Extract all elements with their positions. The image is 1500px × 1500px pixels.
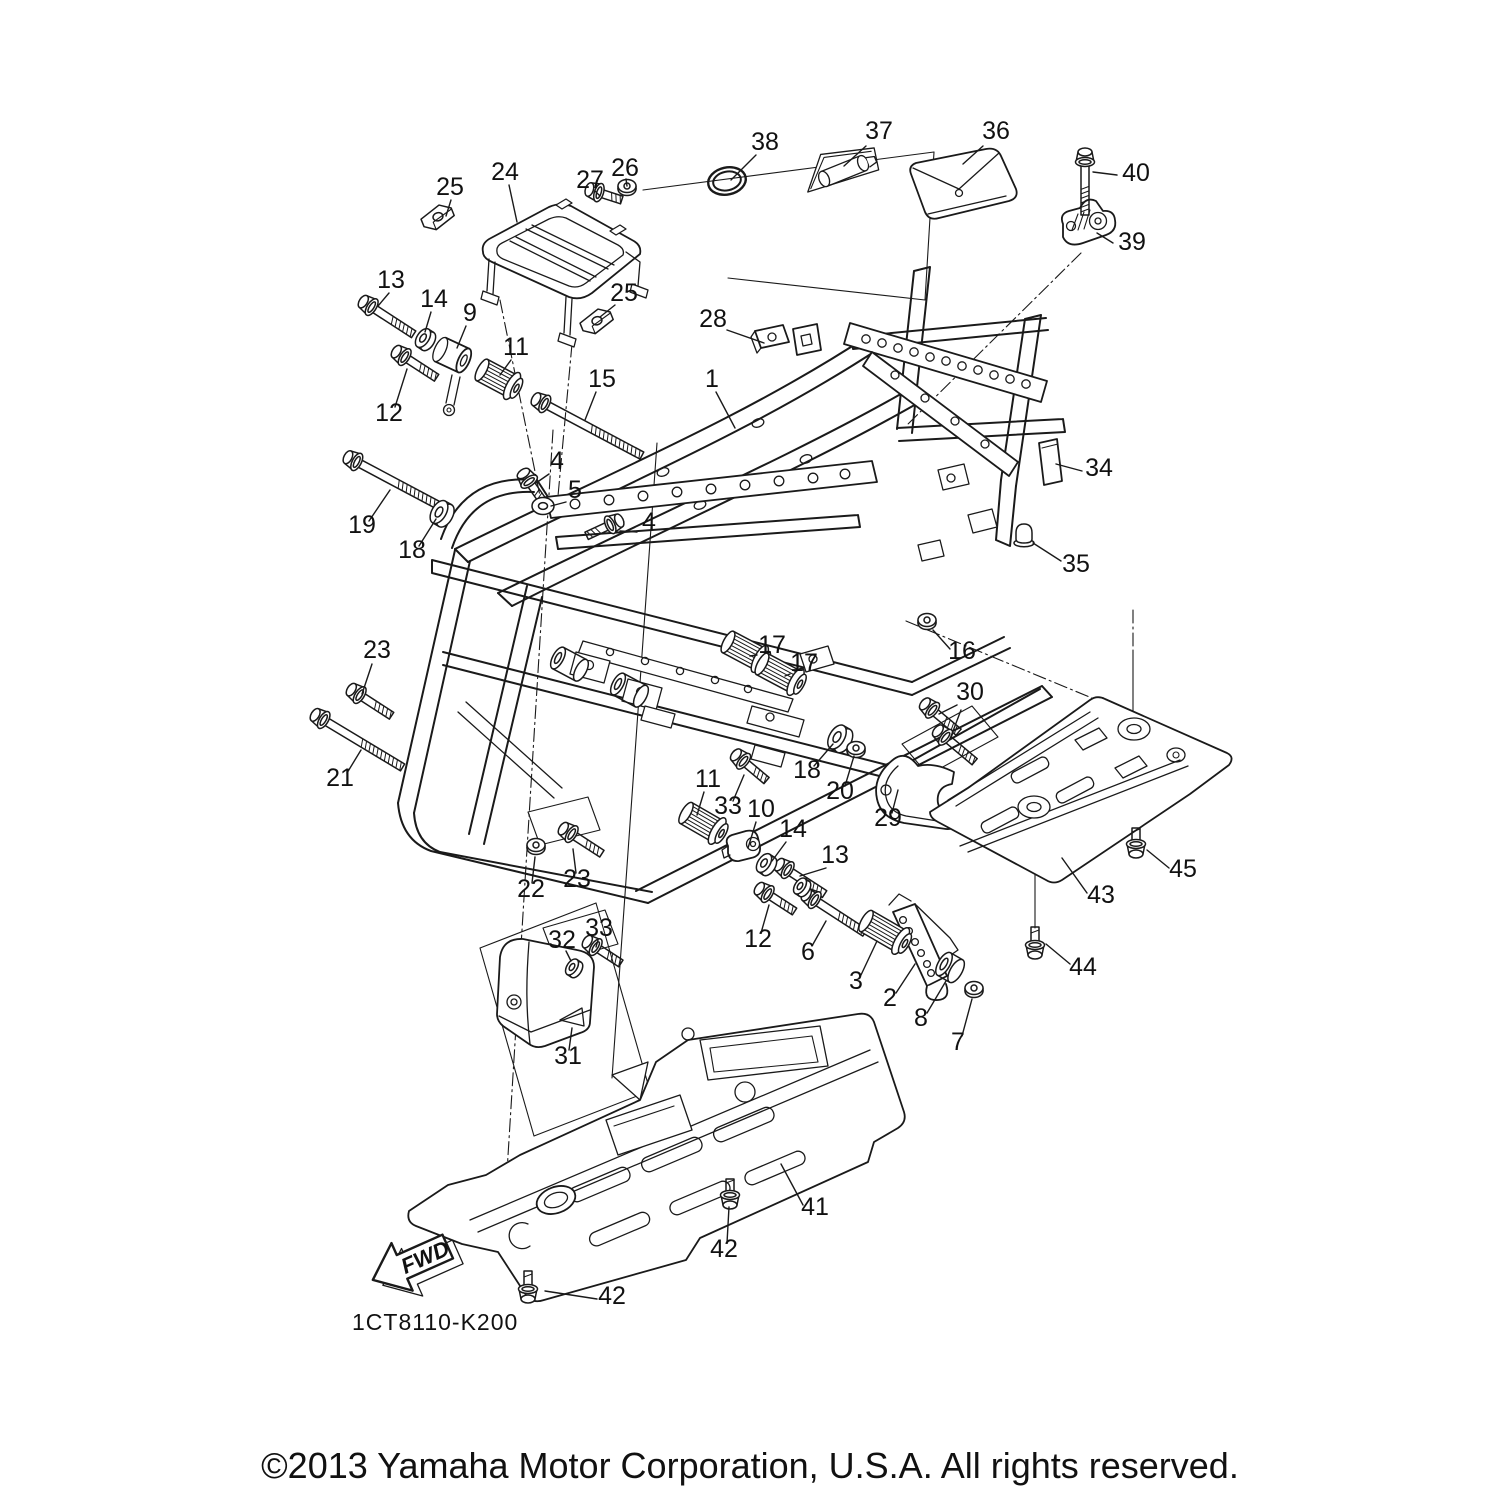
leader-line <box>509 185 517 222</box>
callout-26: 26 <box>611 154 639 182</box>
callout-25: 25 <box>610 279 638 307</box>
leader-line <box>939 705 957 714</box>
callout-30: 30 <box>956 678 984 706</box>
callout-15: 15 <box>588 365 616 393</box>
nut-7 <box>965 982 983 998</box>
link-bracket-10 <box>722 831 760 861</box>
callout-22: 22 <box>517 875 545 903</box>
callout-13: 13 <box>377 266 405 294</box>
callout-6: 6 <box>801 938 815 966</box>
washer-18a <box>426 497 457 530</box>
leader-line <box>772 842 786 861</box>
callout-18: 18 <box>398 536 426 564</box>
callout-29: 29 <box>874 804 902 832</box>
callout-19: 19 <box>348 511 376 539</box>
flange-bolt-6 <box>798 884 870 940</box>
nut-22 <box>527 839 545 855</box>
flange-bolt-23a <box>343 679 397 723</box>
leader-line <box>1046 944 1070 964</box>
flange-bolt-13a <box>355 291 419 342</box>
leader-line <box>800 868 826 876</box>
callout-40: 40 <box>1122 159 1150 187</box>
callout-32: 32 <box>548 926 576 954</box>
owners-pouch-36 <box>910 149 1017 219</box>
callout-33: 33 <box>585 914 613 942</box>
callout-31: 31 <box>554 1042 582 1070</box>
callout-25: 25 <box>436 173 464 201</box>
plug-35 <box>1014 524 1034 547</box>
leader-line <box>750 655 757 656</box>
callout-5: 5 <box>568 476 582 504</box>
callout-20: 20 <box>826 777 854 805</box>
callout-35: 35 <box>1062 550 1090 578</box>
callout-1: 1 <box>705 365 719 393</box>
callout-17: 17 <box>790 649 818 677</box>
callout-17: 17 <box>758 631 786 659</box>
leader-line <box>1033 543 1061 561</box>
callout-7: 7 <box>951 1028 965 1056</box>
callout-9: 9 <box>463 299 477 327</box>
flange-bolt-19 <box>340 447 448 517</box>
callout-43: 43 <box>1087 881 1115 909</box>
part-code: 1CT8110-K200 <box>352 1309 519 1335</box>
flange-bolt-15 <box>528 389 646 464</box>
leader-line <box>861 941 877 975</box>
leader-line <box>896 964 915 993</box>
callout-3: 3 <box>849 967 863 995</box>
fwd-label: FWD <box>397 1235 454 1279</box>
leader-line <box>362 664 372 694</box>
carrier-rack-24 <box>481 199 648 347</box>
spline-bush-11a <box>471 355 527 404</box>
callout-4: 4 <box>550 447 564 475</box>
callout-24: 24 <box>491 158 519 186</box>
callout-14: 14 <box>779 815 807 843</box>
callout-36: 36 <box>982 117 1010 145</box>
callout-27: 27 <box>576 166 604 194</box>
collar-9 <box>430 335 475 415</box>
callout-28: 28 <box>699 305 727 333</box>
callout-18: 18 <box>793 756 821 784</box>
callout-21: 21 <box>326 764 354 792</box>
flange-bolt-23b <box>555 818 607 861</box>
callout-38: 38 <box>751 128 779 156</box>
callout-11: 11 <box>695 765 721 793</box>
callout-8: 8 <box>914 1004 928 1032</box>
leader-line <box>1147 850 1169 868</box>
callout-23: 23 <box>563 865 591 893</box>
flange-bolt-4b <box>583 510 627 544</box>
leader-line <box>620 531 637 532</box>
nut-20 <box>847 742 865 758</box>
flange-bolt-12a <box>388 341 442 385</box>
flange-bolt-44 <box>1026 927 1045 959</box>
callout-37: 37 <box>865 117 893 145</box>
callout-42: 42 <box>710 1235 738 1263</box>
callout-16: 16 <box>948 637 976 665</box>
flange-bolt-12b <box>751 878 800 919</box>
callout-39: 39 <box>1118 228 1146 256</box>
callout-2: 2 <box>883 984 897 1012</box>
label-sticker-34 <box>1039 439 1062 485</box>
nut-16 <box>918 614 936 630</box>
engine-cover-31 <box>497 939 594 1047</box>
callout-33: 33 <box>714 792 742 820</box>
clip-25b <box>578 306 616 337</box>
callout-23: 23 <box>363 636 391 664</box>
callout-44: 44 <box>1069 953 1097 981</box>
leader-line <box>378 293 389 306</box>
callout-42: 42 <box>598 1282 626 1310</box>
callout-11: 11 <box>503 333 529 361</box>
callout-41: 41 <box>801 1193 829 1221</box>
callout-10: 10 <box>747 795 775 823</box>
copyright-text: ©2013 Yamaha Motor Corporation, U.S.A. All rights reserved. <box>261 1445 1239 1486</box>
callout-12: 12 <box>375 399 403 427</box>
callout-34: 34 <box>1085 454 1113 482</box>
callout-13: 13 <box>821 841 849 869</box>
clip-25a <box>419 202 457 233</box>
callout-14: 14 <box>420 285 448 313</box>
callout-45: 45 <box>1169 855 1197 883</box>
bracket-28 <box>751 325 789 353</box>
skid-plate-41 <box>408 1014 904 1302</box>
leader-line <box>585 392 596 420</box>
callout-12: 12 <box>744 925 772 953</box>
leader-line <box>1093 172 1117 175</box>
callout-4: 4 <box>642 508 656 536</box>
